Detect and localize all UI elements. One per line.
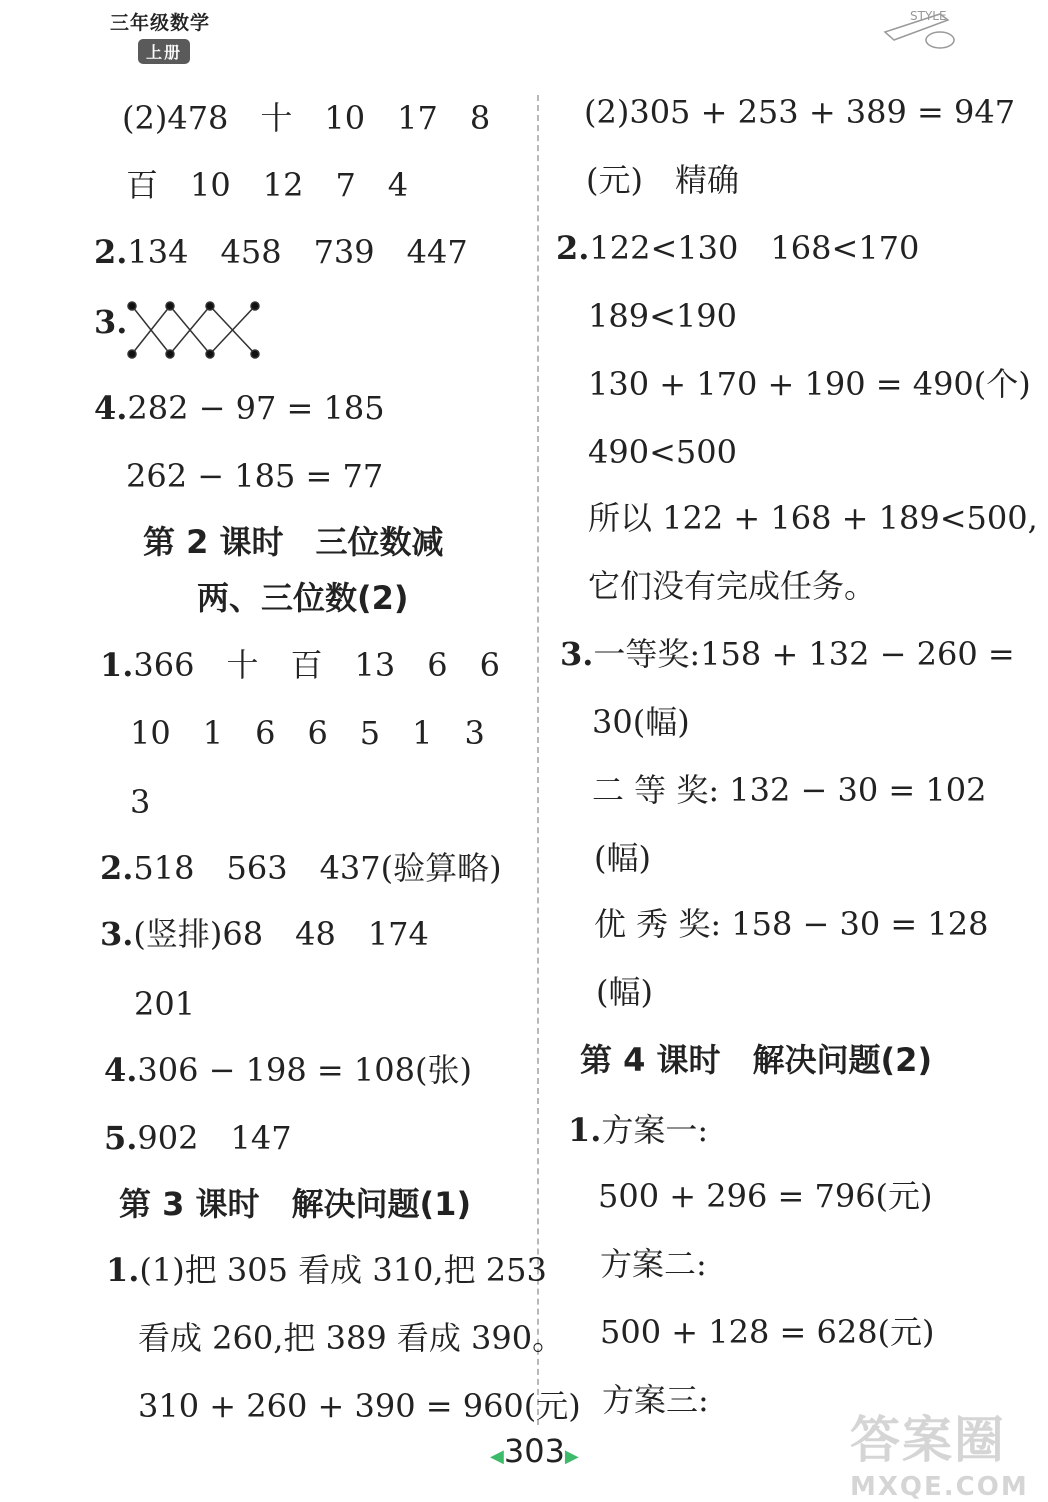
answer-line: (2)478 十 10 17 8	[122, 99, 491, 137]
answer-line: 5.902 147	[104, 1119, 292, 1157]
answer-line: 1.(1)把 305 看成 310,把 253	[106, 1251, 547, 1289]
section-heading: 第 2 课时 三位数减	[143, 523, 444, 561]
answer-line: (幅)	[596, 973, 653, 1011]
answer-line: 它们没有完成任务。	[588, 567, 877, 605]
page-number: ◀303▶	[490, 1432, 579, 1470]
answer-line: 310 + 260 + 390 = 960(元)	[138, 1387, 581, 1425]
section-heading: 两、三位数(2)	[197, 579, 409, 617]
answer-line: 490<500	[588, 433, 737, 471]
answer-line: 189<190	[588, 297, 737, 335]
subject-title: 三年级数学	[110, 12, 211, 34]
answer-line: 1.方案一:	[568, 1111, 709, 1149]
watermark-url: MXQE.COM	[850, 1472, 1029, 1502]
answer-line: 500 + 296 = 796(元)	[598, 1177, 933, 1215]
answer-line: 130 + 170 + 190 = 490(个)	[588, 365, 1031, 403]
answer-line: 4.282 − 97 = 185	[94, 389, 385, 427]
answer-line: 262 − 185 = 77	[126, 457, 384, 495]
answer-line: 方案三:	[602, 1381, 709, 1419]
answer-line: 方案二:	[600, 1245, 707, 1283]
column-divider	[537, 95, 539, 1425]
matching-lines-figure	[120, 298, 270, 368]
answer-line: 所以 122 + 168 + 189<500,	[588, 499, 1038, 537]
answer-line: 2.134 458 739 447	[94, 233, 468, 271]
answer-line: 3.一等奖:158 + 132 − 260 =	[560, 635, 1015, 673]
triangle-right-icon: ▶	[564, 1446, 579, 1467]
page-header	[110, 8, 210, 64]
answer-line: 优 秀 奖: 158 − 30 = 128	[594, 905, 989, 943]
answer-line: 3	[130, 783, 151, 821]
answer-line: 4.306 − 198 = 108(张)	[104, 1051, 472, 1089]
answer-line: 百 10 12 7 4	[126, 166, 409, 204]
answer-line: 看成 260,把 389 看成 390。	[138, 1319, 565, 1357]
answer-line: 30(幅)	[592, 703, 690, 741]
watermark-text: 答案圈	[850, 1411, 1006, 1469]
answer-line: (幅)	[594, 839, 651, 877]
answer-line: 3.	[94, 303, 128, 341]
answer-line: 1.366 十 百 13 6 6	[100, 646, 500, 684]
triangle-left-icon: ◀	[490, 1446, 504, 1467]
answer-line: 2.122<130 168<170	[556, 229, 920, 267]
answer-line: 二 等 奖: 132 − 30 = 102	[592, 771, 987, 809]
svg-text:STYLE: STYLE	[910, 9, 947, 23]
section-heading: 第 4 课时 解决问题(2)	[580, 1041, 933, 1079]
answer-line: 201	[134, 985, 196, 1023]
decoration-icon	[880, 2, 960, 52]
answer-line: (元) 精确	[586, 161, 739, 199]
answer-line: 500 + 128 = 628(元)	[600, 1313, 935, 1351]
volume-badge: 上册	[138, 39, 190, 64]
answer-line: 3.(竖排)68 48 174	[100, 915, 429, 953]
watermark	[850, 1400, 1029, 1502]
answer-line: 10 1 6 6 5 1 3	[130, 714, 485, 752]
section-heading: 第 3 课时 解决问题(1)	[119, 1185, 472, 1223]
answer-line: (2)305 + 253 + 389 = 947	[584, 93, 1016, 131]
answer-line: 2.518 563 437(验算略)	[100, 849, 502, 887]
